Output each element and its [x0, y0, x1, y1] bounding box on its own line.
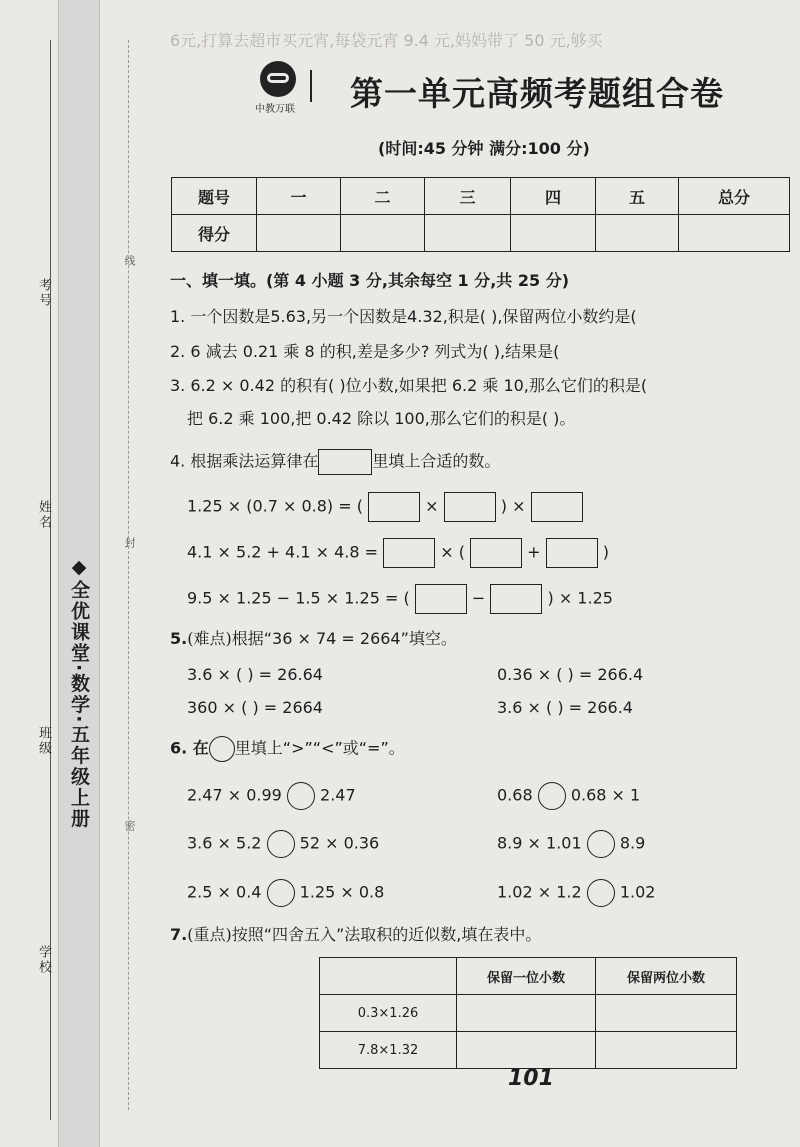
score-row-label: 得分	[172, 215, 257, 252]
compare-right: 2.47	[320, 785, 356, 805]
score-cell[interactable]	[257, 215, 341, 252]
score-table	[171, 177, 790, 252]
q5-item: 360 × ( ) = 2664	[187, 698, 323, 717]
q4-row1-op: ) ×	[500, 496, 526, 516]
q4-row3-expr: 9.5 × 1.25 − 1.5 × 1.25 = (	[187, 588, 410, 608]
answer-box[interactable]	[415, 584, 467, 614]
question-5	[170, 628, 457, 650]
question-2: 2. 6 减去 0.21 乘 8 的积,差是多少? 列式为( ),结果是(	[170, 342, 560, 361]
field-label-exam-no: 考号	[36, 278, 51, 308]
score-header-cell: 五	[596, 178, 679, 215]
rounding-header-cell	[320, 958, 457, 995]
q4-row3-op: −	[471, 588, 486, 608]
q4-row1-op: ×	[425, 496, 439, 516]
field-label-school: 学校	[36, 945, 51, 975]
binding-strip	[0, 0, 150, 1147]
question-3-cont: 把 6.2 乘 100,把 0.42 除以 100,那么它们的积是( )。	[187, 409, 576, 428]
compare-circle[interactable]	[587, 879, 615, 907]
score-header-cell: 二	[341, 178, 425, 215]
score-cell[interactable]	[511, 215, 596, 252]
cut-mark-seal: 封	[123, 537, 136, 548]
answer-cell[interactable]	[596, 995, 737, 1032]
q4-row2-op: )	[602, 542, 609, 562]
score-input-row	[172, 215, 790, 252]
q4-row2-op: +	[527, 542, 541, 562]
q4-row-3	[187, 584, 613, 614]
compare-item	[497, 830, 645, 858]
q7-number: 7.	[170, 925, 188, 944]
answer-box[interactable]	[531, 492, 583, 522]
answer-box[interactable]	[470, 538, 522, 568]
cut-mark-line: 线	[123, 255, 136, 266]
answer-box[interactable]	[546, 538, 598, 568]
field-label-name: 姓名	[36, 500, 51, 530]
score-header-cell: 三	[425, 178, 511, 215]
q7-text: 按照“四舍五入”法取积的近似数,填在表中。	[231, 925, 542, 944]
q5-item: 3.6 × ( ) = 266.4	[497, 698, 633, 717]
compare-circle[interactable]	[587, 830, 615, 858]
bleed-through-text: 6元,打算去超市买元宵,每袋元宵 9.4 元,妈妈带了 50 元,够买	[170, 31, 603, 50]
answer-box[interactable]	[490, 584, 542, 614]
field-label-class: 班级	[36, 726, 51, 756]
score-cell[interactable]	[679, 215, 790, 252]
q4-suffix: 里填上合适的数。	[372, 451, 501, 471]
compare-right: 1.25 × 0.8	[299, 882, 385, 902]
rounding-header-row	[320, 958, 737, 995]
publisher-logo	[255, 58, 305, 114]
q5-item: 3.6 × ( ) = 26.64	[187, 665, 323, 684]
answer-box[interactable]	[383, 538, 435, 568]
question-1: 1. 一个因数是5.63,另一个因数是4.32,积是( ),保留两位小数约是(	[170, 307, 637, 326]
question-7	[170, 924, 541, 946]
score-cell[interactable]	[596, 215, 679, 252]
q4-row-1	[187, 492, 583, 522]
score-header-cell: 四	[511, 178, 596, 215]
difficulty-tag: (重点)	[187, 925, 232, 944]
q5-text: 根据“36 × 74 = 2664”填空。	[231, 629, 457, 648]
circle-sample-icon	[209, 736, 235, 762]
rounding-table	[319, 957, 737, 1069]
rounding-header-cell: 保留两位小数	[596, 958, 737, 995]
page-title: 第一单元高频考题组合卷	[350, 74, 724, 113]
compare-circle[interactable]	[538, 782, 566, 810]
score-cell[interactable]	[341, 215, 425, 252]
score-header-cell: 题号	[172, 178, 257, 215]
score-header-row	[172, 178, 790, 215]
compare-item	[187, 782, 356, 810]
compare-left: 8.9 × 1.01	[497, 833, 582, 853]
q4-row2-expr: 4.1 × 5.2 + 4.1 × 4.8 =	[187, 542, 379, 562]
compare-left: 1.02 × 1.2	[497, 882, 582, 902]
difficulty-tag: (难点)	[187, 629, 232, 648]
score-header-cell: 一	[257, 178, 341, 215]
q4-prefix: 4. 根据乘法运算律在	[170, 451, 319, 471]
compare-item	[497, 879, 655, 907]
answer-box[interactable]	[444, 492, 496, 522]
question-4	[170, 449, 500, 475]
compare-circle[interactable]	[287, 782, 315, 810]
compare-item	[187, 830, 379, 858]
logo-text: 中教万联	[255, 104, 295, 115]
table-row	[320, 995, 737, 1032]
cut-mark-secret: 密	[123, 820, 136, 831]
page-number: 101	[508, 1066, 554, 1091]
compare-circle[interactable]	[267, 830, 295, 858]
logo-divider	[310, 70, 312, 102]
rounding-expression: 0.3×1.26	[320, 995, 457, 1032]
q5-item: 0.36 × ( ) = 266.4	[497, 665, 644, 684]
answer-cell[interactable]	[596, 1032, 737, 1069]
compare-left: 0.68	[497, 785, 533, 805]
compare-right: 52 × 0.36	[299, 833, 380, 853]
q4-row1-expr: 1.25 × (0.7 × 0.8) = (	[187, 496, 363, 516]
section-heading: 一、填一填。(第 4 小题 3 分,其余每空 1 分,共 25 分)	[170, 271, 570, 290]
rounding-expression: 7.8×1.32	[320, 1032, 457, 1069]
compare-right: 1.02	[619, 882, 656, 902]
compare-item	[497, 782, 640, 810]
logo-mark-icon	[267, 73, 289, 83]
score-header-cell: 总分	[679, 178, 790, 215]
question-3: 3. 6.2 × 0.42 的积有( )位小数,如果把 6.2 乘 10,那么它们的积是(	[170, 376, 648, 395]
question-6	[170, 736, 405, 762]
exam-info: (时间:45 分钟 满分:100 分)	[378, 139, 590, 158]
brand-text: ◆全优课堂·数学·五年级上册	[68, 556, 90, 830]
q4-row3-op: ) × 1.25	[547, 588, 613, 608]
answer-box-sample	[318, 449, 372, 475]
table-row	[320, 1032, 737, 1069]
q6-prefix: 6. 在	[170, 738, 209, 758]
compare-left: 2.5 × 0.4	[187, 882, 262, 902]
rounding-header-cell: 保留一位小数	[457, 958, 596, 995]
compare-right: 8.9	[619, 833, 646, 853]
q6-suffix: 里填上“>”“<”或“=”。	[234, 738, 405, 758]
answer-cell[interactable]	[457, 995, 596, 1032]
q5-number: 5.	[170, 629, 188, 648]
compare-right: 0.68 × 1	[570, 785, 641, 805]
q4-row-2	[187, 538, 609, 568]
cut-line	[128, 40, 129, 1110]
compare-item	[187, 879, 384, 907]
q4-row2-op: × (	[440, 542, 465, 562]
compare-left: 3.6 × 5.2	[187, 833, 262, 853]
answer-cell[interactable]	[457, 1032, 596, 1069]
score-cell[interactable]	[425, 215, 511, 252]
answer-box[interactable]	[368, 492, 420, 522]
compare-circle[interactable]	[267, 879, 295, 907]
compare-left: 2.47 × 0.99	[187, 785, 282, 805]
